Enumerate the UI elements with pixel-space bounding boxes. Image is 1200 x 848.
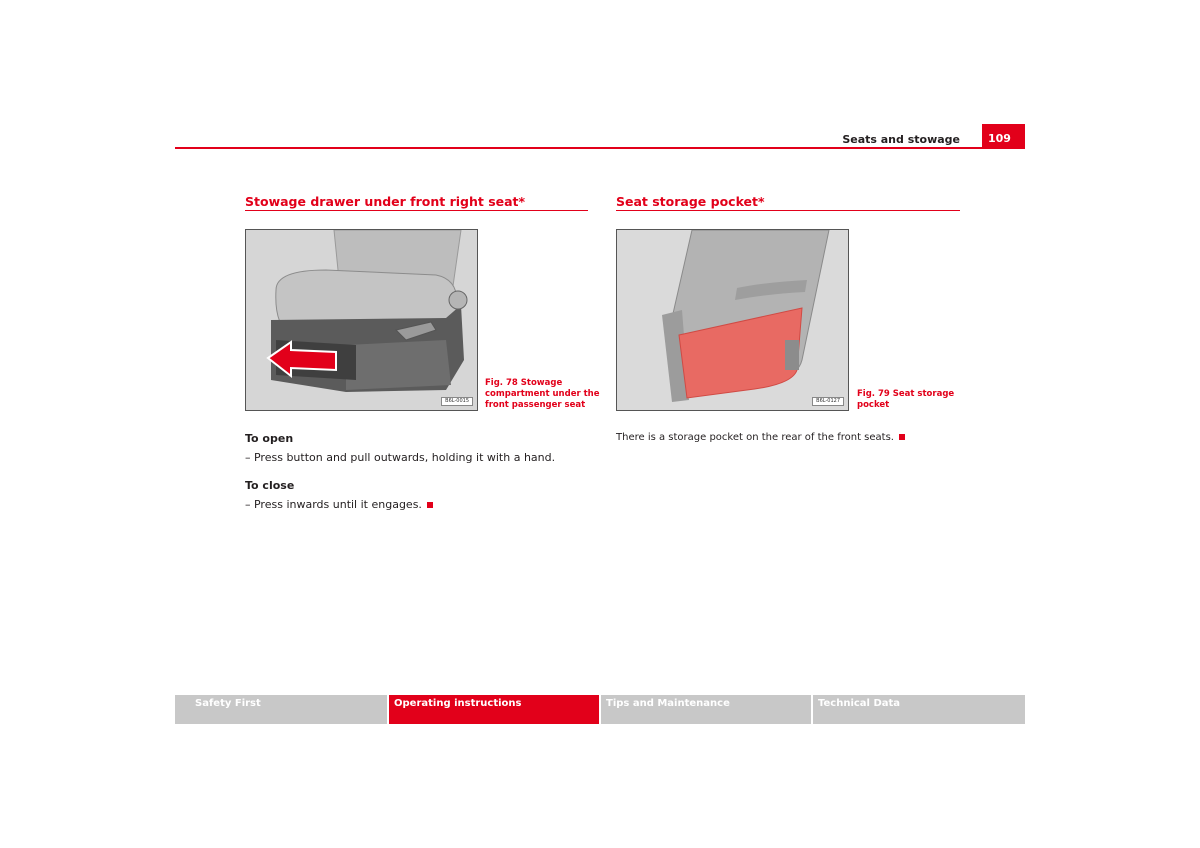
section-rule-left: [245, 210, 588, 211]
to-open-heading: To open: [245, 432, 294, 445]
to-close-heading: To close: [245, 479, 295, 492]
caption-line: pocket: [857, 400, 890, 410]
caption-line: Fig. 79 Seat storage: [857, 389, 955, 399]
section-rule-right: [616, 210, 960, 211]
figure-stowage-drawer: [245, 229, 478, 411]
caption-line: front passenger seat: [485, 400, 586, 410]
figure-79-caption: [857, 389, 954, 411]
seat-drawer-illustration: [246, 230, 477, 410]
end-of-section-marker: [899, 434, 905, 440]
footer-tab-safety-first[interactable]: Safety First: [175, 695, 387, 724]
figure-78-caption: [485, 378, 600, 411]
footer-tab-tips-maintenance[interactable]: Tips and Maintenance: [601, 695, 811, 724]
footer-tab-operating-instructions[interactable]: Operating instructions: [389, 695, 599, 724]
page-number: 109: [982, 124, 1025, 148]
storage-pocket-text-content: There is a storage pocket on the rear of the front seats.: [616, 432, 894, 443]
to-close-step-text: – Press inwards until it engages.: [245, 498, 422, 511]
header-rule: [175, 147, 1025, 149]
section-title-stowage-drawer: Stowage drawer under front right seat*: [245, 194, 526, 209]
to-close-step: [245, 498, 433, 511]
end-of-section-marker: [427, 502, 433, 508]
figure-storage-pocket: [616, 229, 849, 411]
caption-line: compartment under the: [485, 389, 600, 399]
caption-line: Fig. 78 Stowage: [485, 378, 563, 388]
to-open-step: – Press button and pull outwards, holding it with a hand.: [245, 451, 556, 464]
storage-pocket-text: [616, 432, 905, 443]
figure-code-79: B6L-0127: [812, 397, 844, 406]
chapter-title: Seats and stowage: [842, 133, 960, 146]
figure-code-78: B6L-0015: [441, 397, 473, 406]
seat-pocket-illustration: [617, 230, 848, 410]
section-title-storage-pocket: Seat storage pocket*: [616, 194, 765, 209]
footer-tab-technical-data[interactable]: Technical Data: [813, 695, 1025, 724]
